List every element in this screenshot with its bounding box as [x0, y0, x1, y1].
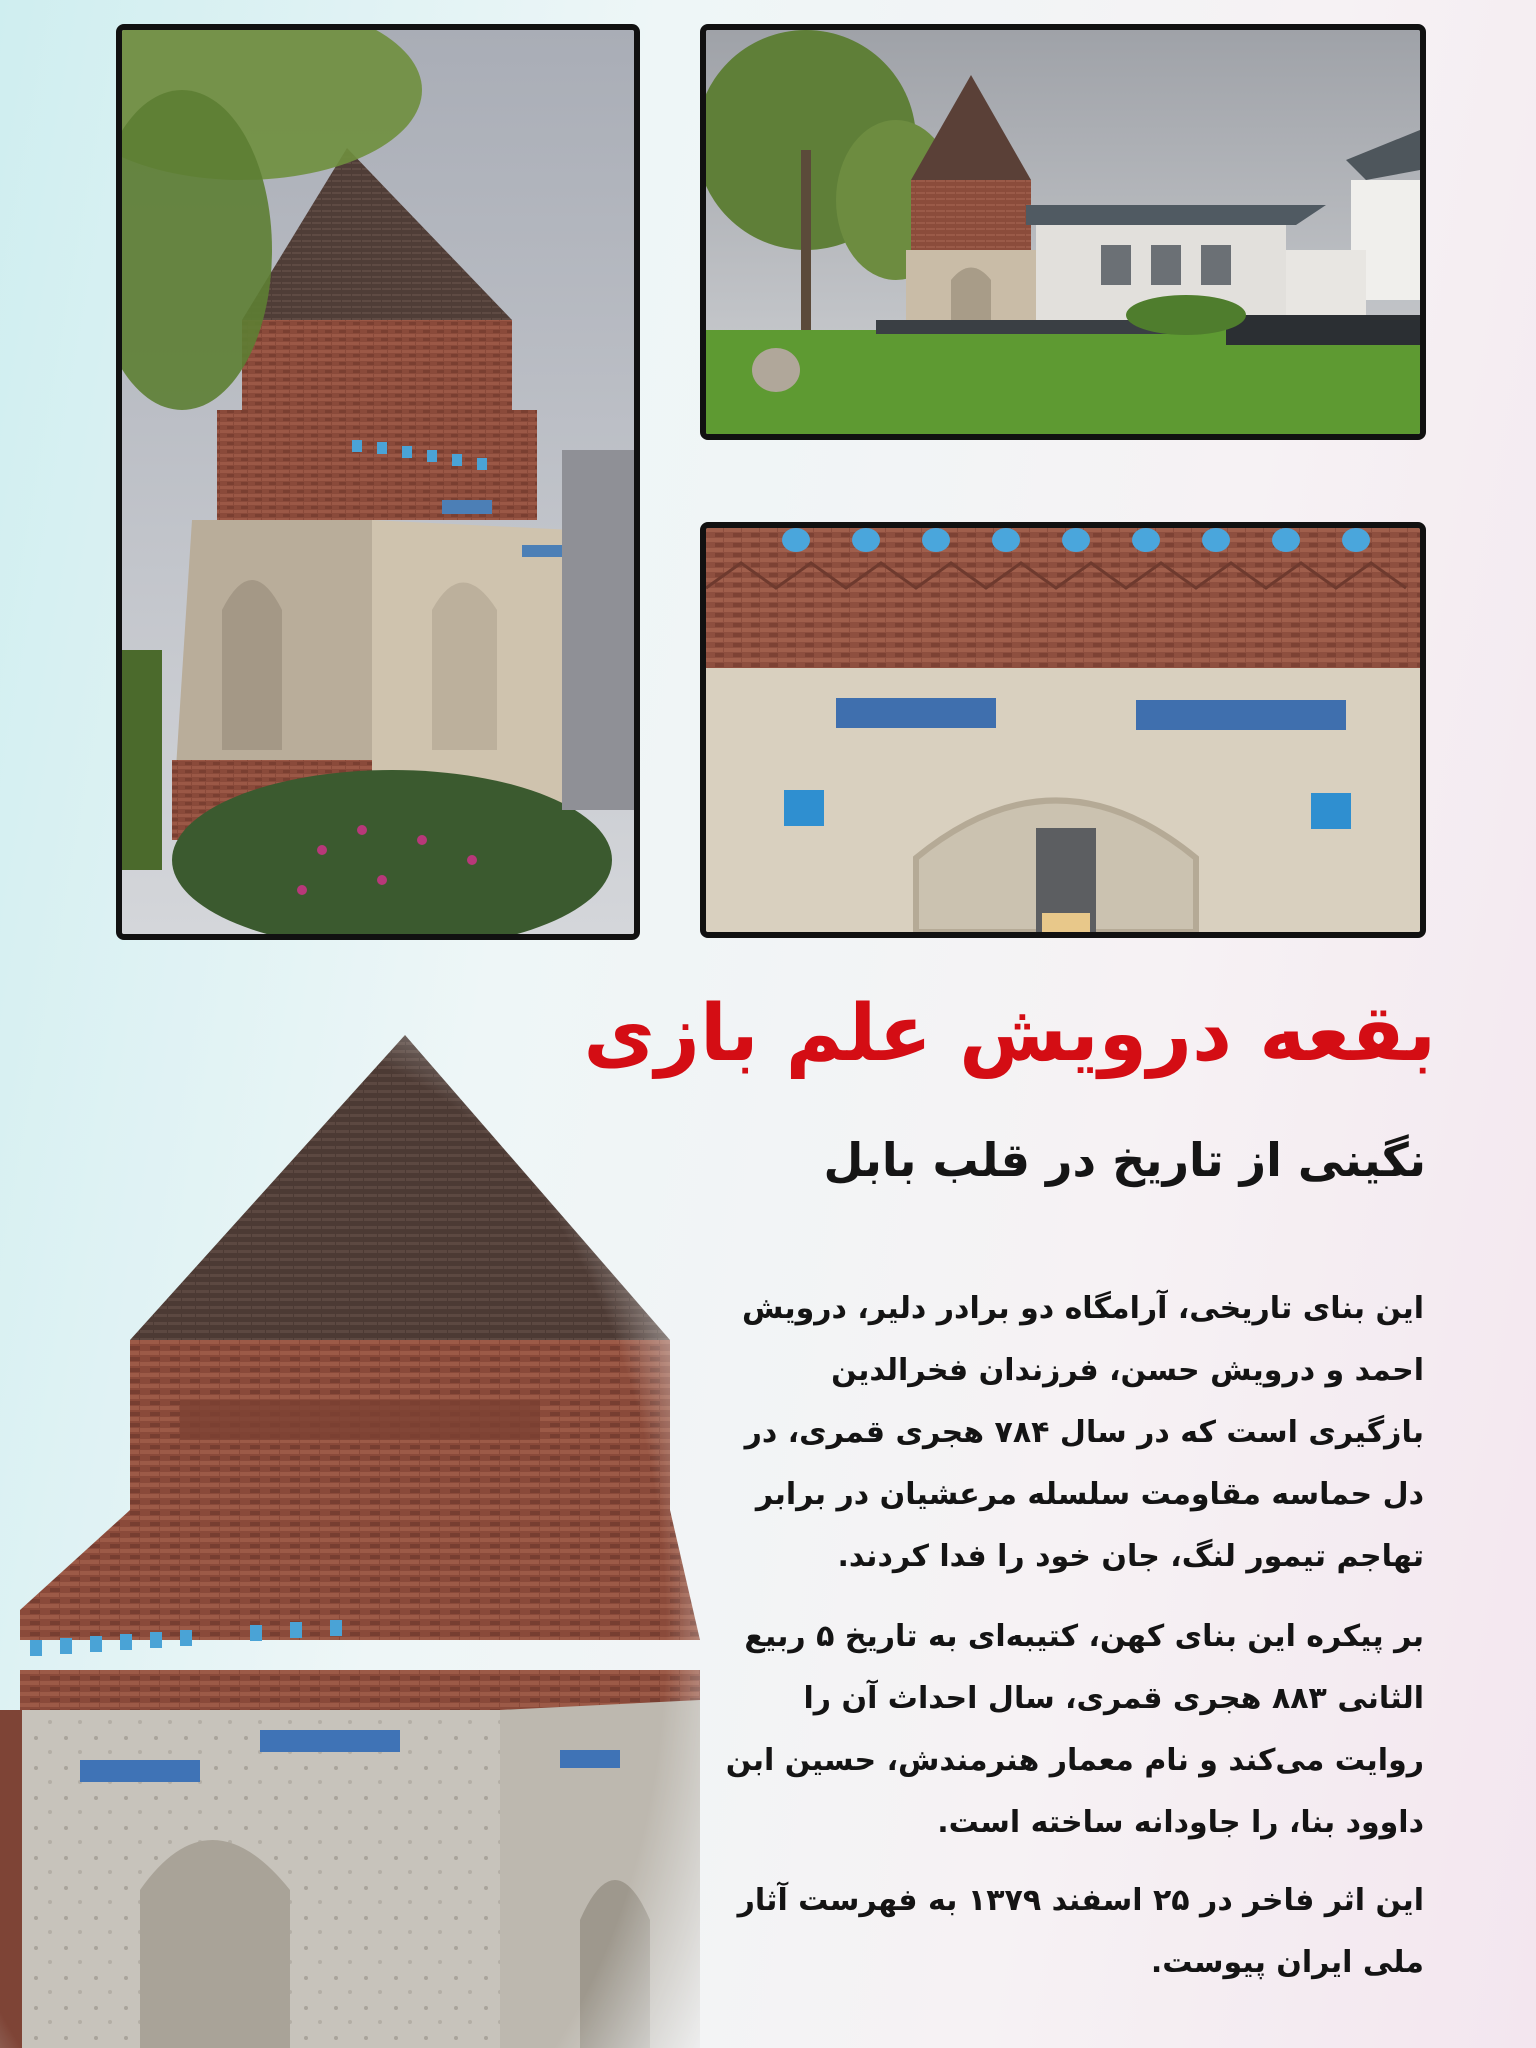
- page-subtitle: نگینی از تاریخ در قلب بابل: [823, 1133, 1426, 1187]
- tower-feature-photo: [0, 1010, 720, 2048]
- facade-detail-photo: [700, 522, 1426, 938]
- paragraph-registration: این اثر فاخر در ۲۵ اسفند ۱۳۷۹ به فهرست آثار ملی ایران پیوست.: [737, 1883, 1424, 1980]
- page-title: بقعه درویش علم بازی: [583, 989, 1436, 1079]
- paragraph-history: این بنای تاریخی، آرامگاه دو برادر دلیر، درویش احمد و درویش حسن، فرزندان فخرالدین بازگیری است که در سال ۷۸۴ هجری قمری، در دل حماسه مقاومت سلسله مرعشیان در برابر تهاجم تیمور لنگ، جان خود را فدا کردند.: [741, 1291, 1424, 1574]
- tower-illustration: [122, 30, 634, 934]
- tower-feature-illustration: [0, 1010, 720, 2048]
- shrine-garden-photo: [700, 24, 1426, 440]
- shrine-garden-illustration: [706, 30, 1420, 434]
- tower-photo-tall: [116, 24, 640, 940]
- facade-detail-illustration: [706, 528, 1420, 932]
- paragraph-inscription: بر پیکره این بنای کهن، کتیبه‌ای به تاریخ ۵ ربیع الثانی ۸۸۳ هجری قمری، سال احداث آن را روایت می‌کند و نام معمار هنرمندش، حسین ابن داوود بنا، را جاودانه ساخته است.: [725, 1619, 1424, 1840]
